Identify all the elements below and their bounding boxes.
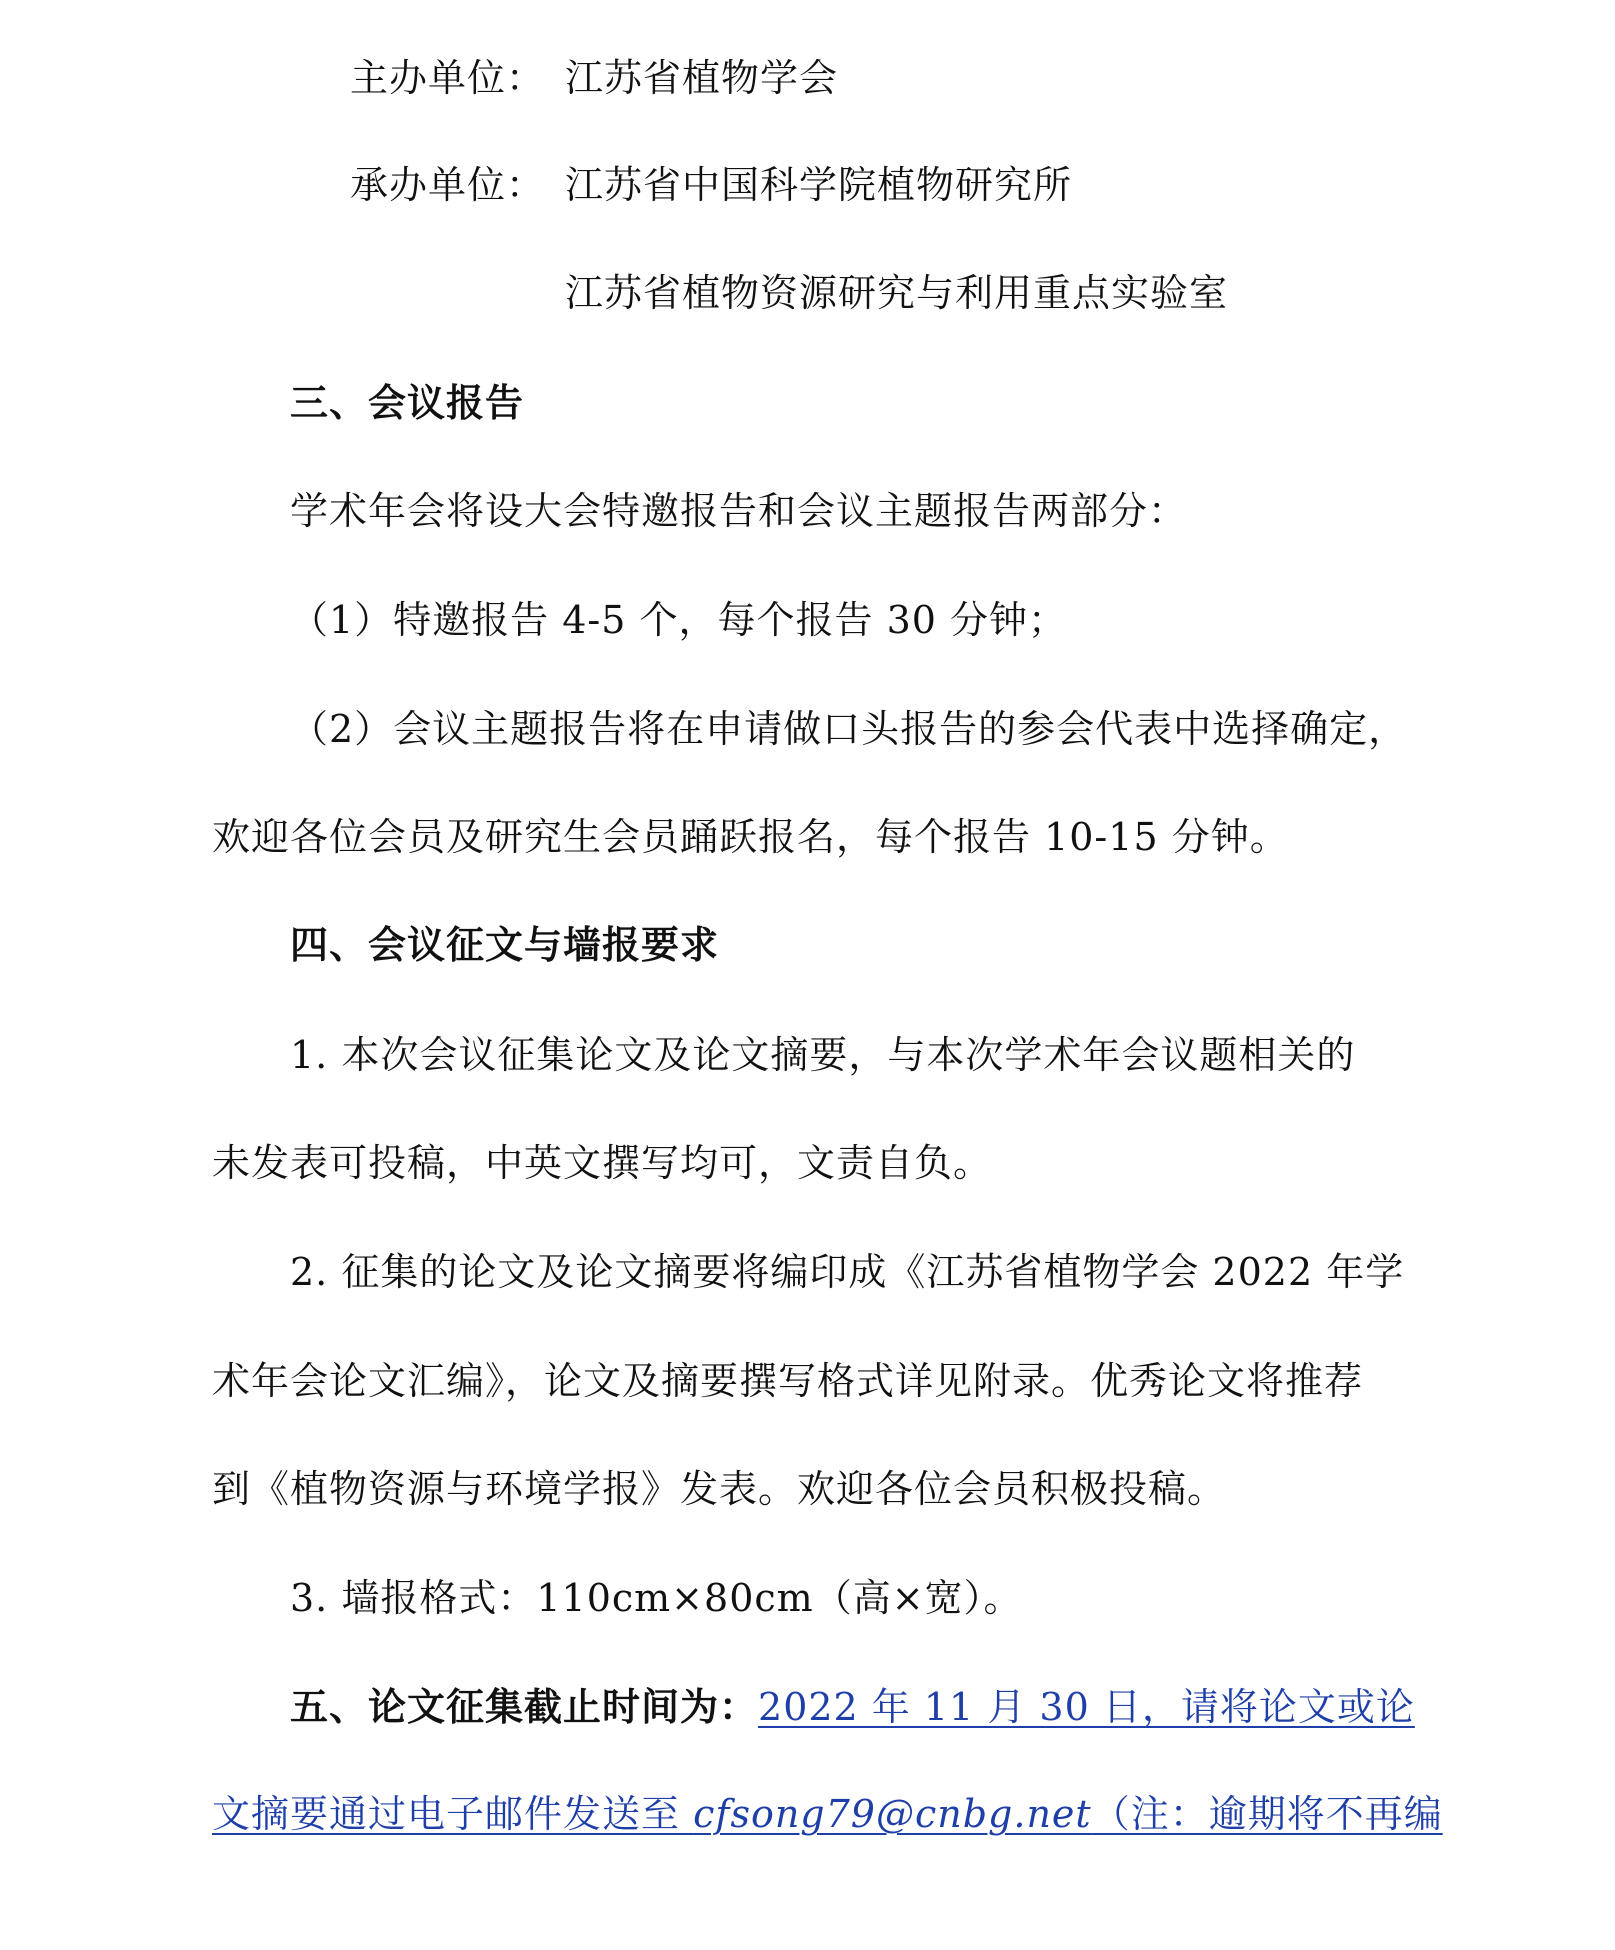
undertaker-value-2: 江苏省植物资源研究与利用重点实验室 — [565, 271, 1229, 315]
section3-item2-line1: （2）会议主题报告将在申请做口头报告的参会代表中选择确定， — [290, 707, 1408, 751]
section4-p2-line3: 到《植物资源与环境学报》发表。欢迎各位会员积极投稿。 — [212, 1467, 1227, 1511]
section4-p1-line2: 未发表可投稿，中英文撰写均可，文责自负。 — [212, 1141, 993, 1185]
section3-heading: 三、会议报告 — [290, 380, 525, 425]
section4-p2-line2: 术年会论文汇编》，论文及摘要撰写格式详见附录。优秀论文将推荐 — [212, 1359, 1364, 1403]
note-link-text[interactable]: （注：逾期将不再编 — [1091, 1792, 1443, 1836]
section5-heading: 五、论文征集截止时间为： — [290, 1684, 759, 1729]
deadline-link-text[interactable]: 2022 年 11 月 30 日，请将论文或论 — [758, 1685, 1415, 1729]
section4-p3: 3. 墙报格式：110cm×80cm（高×宽）。 — [290, 1576, 1023, 1620]
undertaker-label: 承办单位： — [350, 163, 546, 207]
section3-item2-line2: 欢迎各位会员及研究生会员踊跃报名，每个报告 10-15 分钟。 — [212, 815, 1289, 859]
section3-intro: 学术年会将设大会特邀报告和会议主题报告两部分： — [290, 489, 1188, 533]
section4-p2-line1: 2. 征集的论文及论文摘要将编印成《江苏省植物学会 2022 年学 — [290, 1250, 1405, 1294]
section4-heading: 四、会议征文与墙报要求 — [290, 922, 720, 967]
section3-item1: （1）特邀报告 4-5 个，每个报告 30 分钟； — [290, 598, 1068, 642]
section5-line2 — [212, 1782, 1443, 1846]
submission-instructions-link[interactable]: 文摘要通过电子邮件发送至 — [212, 1792, 694, 1836]
email-link[interactable]: cfsong79@cnbg.net — [693, 1792, 1092, 1836]
section4-p1-line1: 1. 本次会议征集论文及论文摘要，与本次学术年会议题相关的 — [290, 1033, 1356, 1077]
host-value: 江苏省植物学会 — [565, 56, 839, 100]
host-label: 主办单位： — [350, 56, 546, 100]
undertaker-value-1: 江苏省中国科学院植物研究所 — [565, 163, 1073, 207]
section5-line1 — [290, 1675, 1415, 1739]
